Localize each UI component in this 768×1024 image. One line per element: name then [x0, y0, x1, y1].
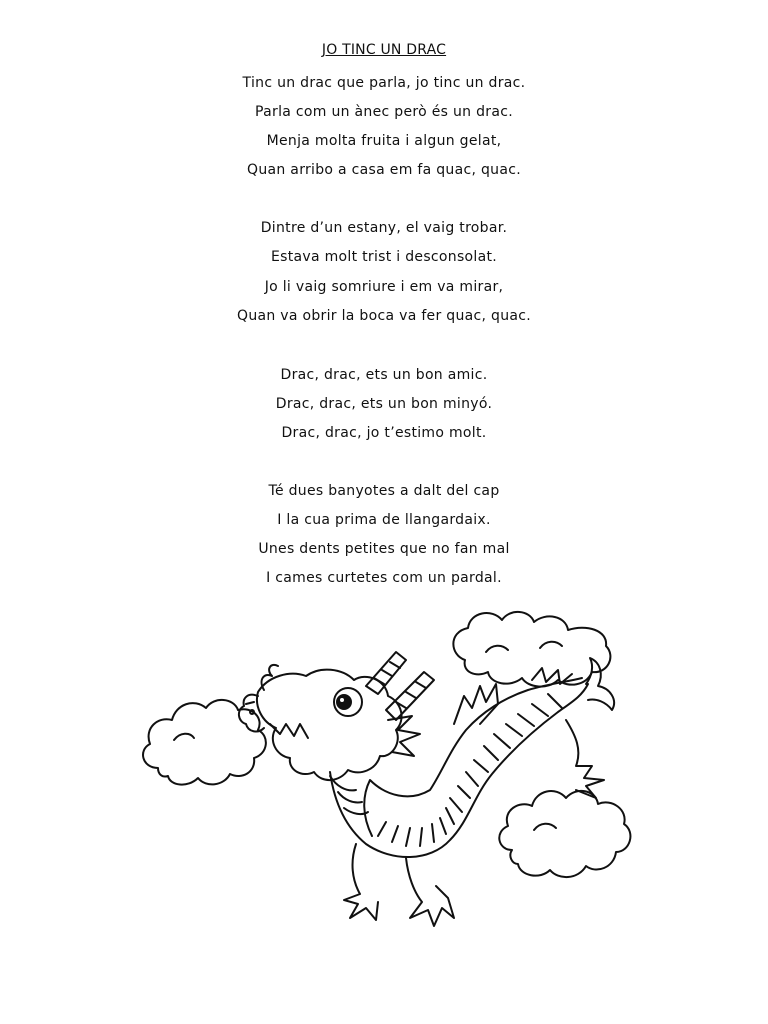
poem-line: Dintre d’un estany, el vaig trobar. — [260, 220, 508, 236]
poem-line: Quan arribo a casa em fa quac, quac. — [247, 162, 521, 178]
poem-line: Drac, drac, ets un bon amic. — [280, 367, 488, 383]
poem-line: Quan va obrir la boca va fer quac, quac. — [237, 308, 531, 324]
dragon-back-leg-right — [566, 720, 604, 798]
dragon-front-claw — [454, 684, 498, 724]
poem-line: Drac, drac, ets un bon minyó. — [275, 396, 493, 412]
poem-line: Estava molt trist i desconsolat. — [270, 249, 498, 265]
poem-line: Menja molta fruita i algun gelat, — [266, 133, 502, 149]
cloud-left — [143, 700, 266, 785]
poem-line: Jo li vaig somriure i em va mirar, — [264, 279, 504, 295]
poem-line: Unes dents petites que no fan mal — [258, 541, 510, 557]
dragon-head — [239, 652, 434, 780]
poem-line: I cames curtetes com un pardal. — [266, 570, 502, 586]
poem-line: Drac, drac, jo t’estimo molt. — [281, 425, 487, 441]
poem-line: Tinc un drac que parla, jo tinc un drac. — [242, 75, 526, 91]
poem-line: I la cua prima de llangardaix. — [277, 512, 491, 528]
dragon-with-clouds-icon — [130, 600, 640, 940]
dragon-body — [330, 658, 614, 857]
cloud-top-right — [453, 612, 610, 687]
poem-line: Parla com un ànec però és un drac. — [255, 104, 513, 120]
poem-line: Té dues banyotes a dalt del cap — [268, 483, 500, 499]
cloud-bottom-right — [499, 791, 630, 877]
poem-title: JO TINC UN DRAC — [321, 42, 447, 58]
